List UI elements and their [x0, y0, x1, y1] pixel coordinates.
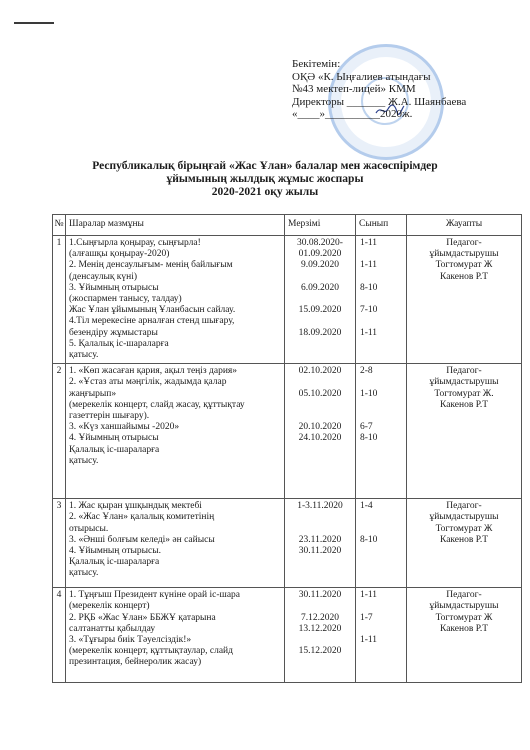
activity-cell-line: (мерекелік концерт, слайд жасау, құттықтау — [69, 399, 245, 410]
activity-cell — [66, 236, 285, 364]
date-cell-line: 15.12.2020 — [298, 646, 342, 657]
date-cell-line: 6.09.2020 — [301, 282, 339, 293]
responsible-cell-line: Какенов Р.Т — [440, 399, 488, 410]
approval-date: «____»__________2020ж. — [292, 108, 413, 120]
responsible-cell-line: Педагог- — [446, 590, 482, 601]
grade-cell-line: 7-10 — [360, 305, 378, 316]
title-line-1: Республикалық бірыңғай «Жас Ұлан» балалар мен жасөспірімдер — [92, 160, 438, 172]
grade-cell — [356, 236, 407, 364]
responsible-cell — [407, 588, 522, 683]
grade-cell-line: 1-11 — [360, 590, 378, 601]
activity-cell-line: газеттерін шығару). — [69, 411, 150, 422]
grade-cell-line — [360, 624, 403, 635]
activity-cell-line: 3. «Күз ханшайымы -2020» — [69, 422, 180, 433]
approval-school-line1: ОҚӘ «К. Ыңғалиев атындағы — [292, 70, 431, 83]
activity-cell-line: салтанатты қабылдау — [69, 623, 156, 634]
date-cell-line: 13.12.2020 — [298, 623, 342, 634]
approval-label: Бекітемін: — [292, 58, 341, 70]
responsible-cell-line: Тогтомурат Ж. — [434, 388, 494, 399]
date-cell-line — [288, 316, 352, 327]
activity-cell-line: безендіру жұмыстары — [69, 327, 158, 338]
grade-cell-line — [360, 294, 403, 305]
responsible-cell-line: Педагог- — [446, 238, 482, 248]
activity-cell-line: 2. Менің денсаулығым- менің байлығым — [69, 260, 233, 271]
activity-cell-line: 2. РҚБ «Жас Ұлан» ББЖҰ қатарына — [69, 612, 216, 623]
grade-cell-line — [360, 524, 403, 535]
grade-cell-line — [360, 601, 403, 612]
date-cell — [285, 236, 356, 364]
responsible-cell-line: ұйымдастырушы — [429, 377, 499, 388]
responsible-cell — [407, 236, 522, 364]
grade-cell-line: 8-10 — [360, 282, 378, 293]
date-cell-line — [288, 512, 352, 523]
grade-cell — [356, 588, 407, 683]
date-cell-line: 02.10.2020 — [298, 366, 342, 377]
activity-cell-line: (мерекелік концерт, құттықтаулар, слайд — [69, 646, 233, 657]
grade-cell — [356, 499, 407, 588]
activity-cell — [66, 499, 285, 588]
grade-cell-line: 1-11 — [360, 327, 378, 338]
date-cell — [285, 364, 356, 499]
activity-cell-line: қатысу. — [69, 568, 99, 579]
approval-block — [292, 58, 522, 121]
responsible-cell-line: Тогтомурат Ж — [435, 612, 493, 623]
date-cell-line — [288, 294, 352, 305]
table-row — [53, 588, 522, 683]
grade-cell-line — [360, 249, 403, 260]
responsible-cell-line: Какенов Р.Т — [440, 623, 488, 634]
date-cell-line: 18.09.2020 — [298, 327, 342, 338]
activity-cell-line: (алғашқы қоңырау-2020) — [69, 249, 170, 260]
date-cell-line: 15.09.2020 — [298, 305, 342, 316]
grade-cell-line: 2-8 — [360, 366, 373, 377]
responsible-cell-line: Педагог- — [446, 501, 482, 512]
grade-cell-line: 1-11 — [360, 635, 378, 646]
activity-cell-line: 5. Қалалық іс-шараларға — [69, 338, 169, 349]
header-activity: Шаралар мазмұны — [66, 215, 285, 236]
activity-cell-line: Қалалық іс-шараларға — [69, 557, 160, 568]
date-cell-line: 20.10.2020 — [298, 422, 342, 433]
row-number: 3 — [53, 499, 66, 588]
row-number: 4 — [53, 588, 66, 683]
document-title — [60, 160, 470, 199]
responsible-cell-line: Тогтомурат Ж — [435, 260, 493, 271]
activity-cell-line: қатысу. — [69, 455, 99, 466]
title-line-2: ұйымының жылдық жұмыс жоспары — [166, 173, 364, 185]
responsible-cell-line: Педагог- — [446, 366, 482, 377]
grade-cell-line — [360, 316, 403, 327]
date-cell-line: 30.08.2020- — [297, 238, 343, 248]
date-cell-line: 7.12.2020 — [301, 612, 339, 623]
activity-cell-line: қатысу. — [69, 350, 99, 361]
date-cell-line: 30.11.2020 — [298, 590, 342, 601]
activity-cell-line: 2. «Жас Ұлан» қалалық комитетінің — [69, 512, 215, 523]
responsible-cell — [407, 364, 522, 499]
approval-school-line2: №43 мектеп-лицей» КММ — [292, 83, 416, 95]
date-cell — [285, 499, 356, 588]
activity-cell-line: (жоспармен танысу, талдау) — [69, 294, 182, 305]
date-cell-line — [288, 524, 352, 535]
table-row — [53, 499, 522, 588]
responsible-cell-line: Какенов Р.Т — [440, 271, 488, 282]
date-cell-line: 1-3.11.2020 — [297, 501, 343, 512]
activity-cell-line: 1. Жас қыран ұшқындық мектебі — [69, 501, 202, 512]
title-line-3: 2020-2021 оқу жылы — [211, 186, 319, 198]
activity-cell — [66, 588, 285, 683]
activity-cell-line: Жас Ұлан ұйымының Ұланбасын сайлау. — [69, 305, 236, 316]
date-cell-line: 01.09.2020 — [298, 249, 342, 260]
activity-cell-line: 1.Сыңғырла қоңырау, сыңғырла! — [69, 238, 201, 248]
activity-cell-line: 4. Ұйымның отырысы — [69, 433, 159, 444]
grade-cell-line — [360, 272, 403, 283]
date-cell-line — [288, 635, 352, 646]
approval-director: Директоры _______ Ж.А. Шаянбаева — [292, 95, 467, 108]
activity-cell-line: (мерекелік концерт) — [69, 601, 150, 612]
responsible-cell-line: ұйымдастырушы — [429, 601, 499, 612]
date-cell-line: 30.11.2020 — [298, 546, 342, 557]
table-header-row — [53, 215, 522, 236]
grade-cell — [356, 364, 407, 499]
grade-cell-line — [360, 400, 403, 411]
activity-cell — [66, 364, 285, 499]
grade-cell-line: 1-11 — [360, 260, 378, 271]
date-cell-line — [288, 400, 352, 411]
activity-cell-line: 4. Ұйымның отырысы. — [69, 546, 162, 557]
date-cell-line: 23.11.2020 — [298, 534, 342, 545]
row-number: 1 — [53, 236, 66, 364]
activity-cell-line: (денсаулық күні) — [69, 271, 138, 282]
table-row — [53, 236, 522, 364]
grade-cell-line: 1-10 — [360, 388, 378, 399]
grade-cell-line — [360, 411, 403, 422]
grade-cell-line: 1-4 — [360, 501, 373, 512]
date-cell-line: 05.10.2020 — [298, 388, 342, 399]
activity-cell-line: 4.Тіл мерекесіне арналған стенд шығару, — [69, 316, 235, 327]
activity-cell-line: 3. «Әнші болғым келеді» ән сайысы — [69, 534, 215, 545]
activity-cell-line: Қалалық іс-шараларға — [69, 444, 160, 455]
responsible-cell-line: ұйымдастырушы — [429, 512, 499, 523]
activity-cell-line: 3. Ұйымның отырысы — [69, 282, 159, 293]
table-row — [53, 364, 522, 499]
responsible-cell-line: Тогтомурат Ж — [435, 523, 493, 534]
activity-cell-line: отырысы. — [69, 523, 109, 534]
activity-cell-line: жаңғырып» — [69, 388, 117, 399]
grade-cell-line: 8-10 — [360, 433, 378, 444]
activity-cell-line: 1. «Көп жасаған қария, ақыл теңіз дария» — [69, 366, 238, 377]
plan-table — [52, 214, 522, 683]
row-number: 2 — [53, 364, 66, 499]
responsible-cell-line: Какенов Р.Т — [440, 534, 488, 545]
header-responsible: Жауапты — [407, 215, 522, 236]
grade-cell-line: 1-11 — [360, 238, 378, 248]
responsible-cell-line: ұйымдастырушы — [429, 249, 499, 260]
corner-mark — [14, 22, 54, 24]
activity-cell-line: 1. Тұңғыш Президент күніне орай іс-шара — [69, 590, 241, 601]
date-cell — [285, 588, 356, 683]
date-cell-line — [288, 601, 352, 612]
grade-cell-line — [360, 377, 403, 388]
grade-cell-line: 6-7 — [360, 422, 373, 433]
activity-cell-line: презинтация, бейнеролик жасау) — [69, 657, 202, 668]
date-cell-line: 24.10.2020 — [298, 433, 342, 444]
activity-cell-line: 3. «Тұғыры биік Тәуелсіздік!» — [69, 635, 192, 646]
header-grade: Сынып — [356, 215, 407, 236]
grade-cell-line: 8-10 — [360, 534, 378, 545]
responsible-cell — [407, 499, 522, 588]
grade-cell-line — [360, 512, 403, 523]
date-cell-line — [288, 411, 352, 422]
date-cell-line: 9.09.2020 — [301, 260, 339, 271]
date-cell-line — [288, 377, 352, 388]
date-cell-line — [288, 272, 352, 283]
header-date: Мерзімі — [285, 215, 356, 236]
grade-cell-line: 1-7 — [360, 612, 373, 623]
header-num: № — [53, 215, 66, 236]
activity-cell-line: 2. «Ұстаз аты мәңгілік, жадымда қалар — [69, 377, 227, 388]
